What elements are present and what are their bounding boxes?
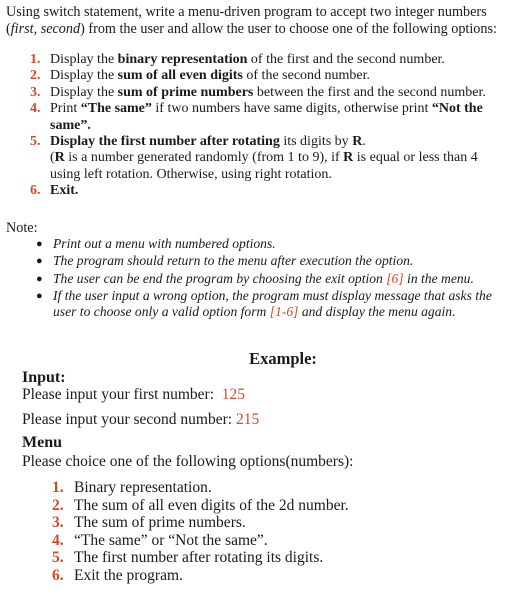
option-number: 6. xyxy=(30,183,41,199)
input-heading: Input: xyxy=(22,369,66,386)
menu-item: 1. Binary representation. xyxy=(52,479,212,496)
options-list xyxy=(30,52,504,200)
note-heading: Note: xyxy=(6,220,38,236)
option-6: 6. Exit. xyxy=(30,183,79,199)
choice-prompt: Please choice one of the following options(numbers): xyxy=(22,453,354,470)
note-item: ● The program should return to the menu after execution the option. xyxy=(36,253,414,269)
intro-paragraph xyxy=(6,4,512,38)
intro-italic: first, second xyxy=(10,21,81,37)
intro-text-1: Using switch statement, write a menu-driven program to accept two integer numbers ( xyxy=(6,4,487,37)
option-3: 3. Display the sum of prime numbers between the first and the second number. xyxy=(30,84,486,100)
note-item: ● If the user input a wrong option, the program must display message that asks the user to choose only a valid option form [1-6] and display the menu again. xyxy=(36,288,492,320)
bullet-icon: ● xyxy=(36,272,43,285)
bullet-icon: ● xyxy=(36,290,43,303)
option-number: 5. xyxy=(30,134,41,150)
option-number: 1. xyxy=(30,52,41,67)
intro-text-2: ) from the user and allow the user to choose one of the following options: xyxy=(80,21,497,37)
menu-item: 5. The first number after rotating its digits. xyxy=(52,549,324,566)
option-number: 3. xyxy=(30,84,41,100)
menu-item: 6. Exit the program. xyxy=(52,566,183,584)
option-4: 4. Print “The same” if two numbers have same digits, otherwise print “Not the same”. xyxy=(30,101,483,133)
first-number-line: Please input your first number: 125 xyxy=(22,386,245,403)
first-number-value: 125 xyxy=(221,386,245,403)
menu-item: 3. The sum of prime numbers. xyxy=(52,514,246,531)
example-heading: Example: xyxy=(249,349,317,368)
second-number-line: Please input your second number: 215 xyxy=(22,411,260,428)
option-number: 4. xyxy=(30,101,41,117)
menu-item: 4. “The same” or “Not the same”. xyxy=(52,531,268,549)
menu-heading: Menu xyxy=(22,434,62,451)
example-menu-list xyxy=(52,479,349,584)
second-number-value: 215 xyxy=(235,411,260,428)
option-5: 5. Display the first number after rotating its digits by R. (R is a number generated randomly (from 1 to 9), if R is equal or less than 4 using left rotation. Otherwise, using right rotation. xyxy=(30,134,478,182)
option-5-detail: (R is a number generated randomly (from 1 to 9), if R is equal or less than 4 using left rotation. Otherwise, using right rotation. xyxy=(50,150,478,182)
bullet-icon: ● xyxy=(36,255,43,268)
option-2: 2. Display the sum of all even digits of the second number. xyxy=(30,68,371,84)
option-number: 2. xyxy=(30,68,41,84)
option-1: 1. Display the binary representation of the first and the second number. xyxy=(30,52,445,67)
note-item: ● The user can be end the program by choosing the exit option [6] in the menu. xyxy=(36,270,474,286)
note-item: ● Print out a menu with numbered options. xyxy=(36,236,276,251)
bullet-icon: ● xyxy=(36,238,43,250)
note-list xyxy=(36,236,506,322)
menu-item: 2. The sum of all even digits of the 2d number. xyxy=(52,496,349,514)
